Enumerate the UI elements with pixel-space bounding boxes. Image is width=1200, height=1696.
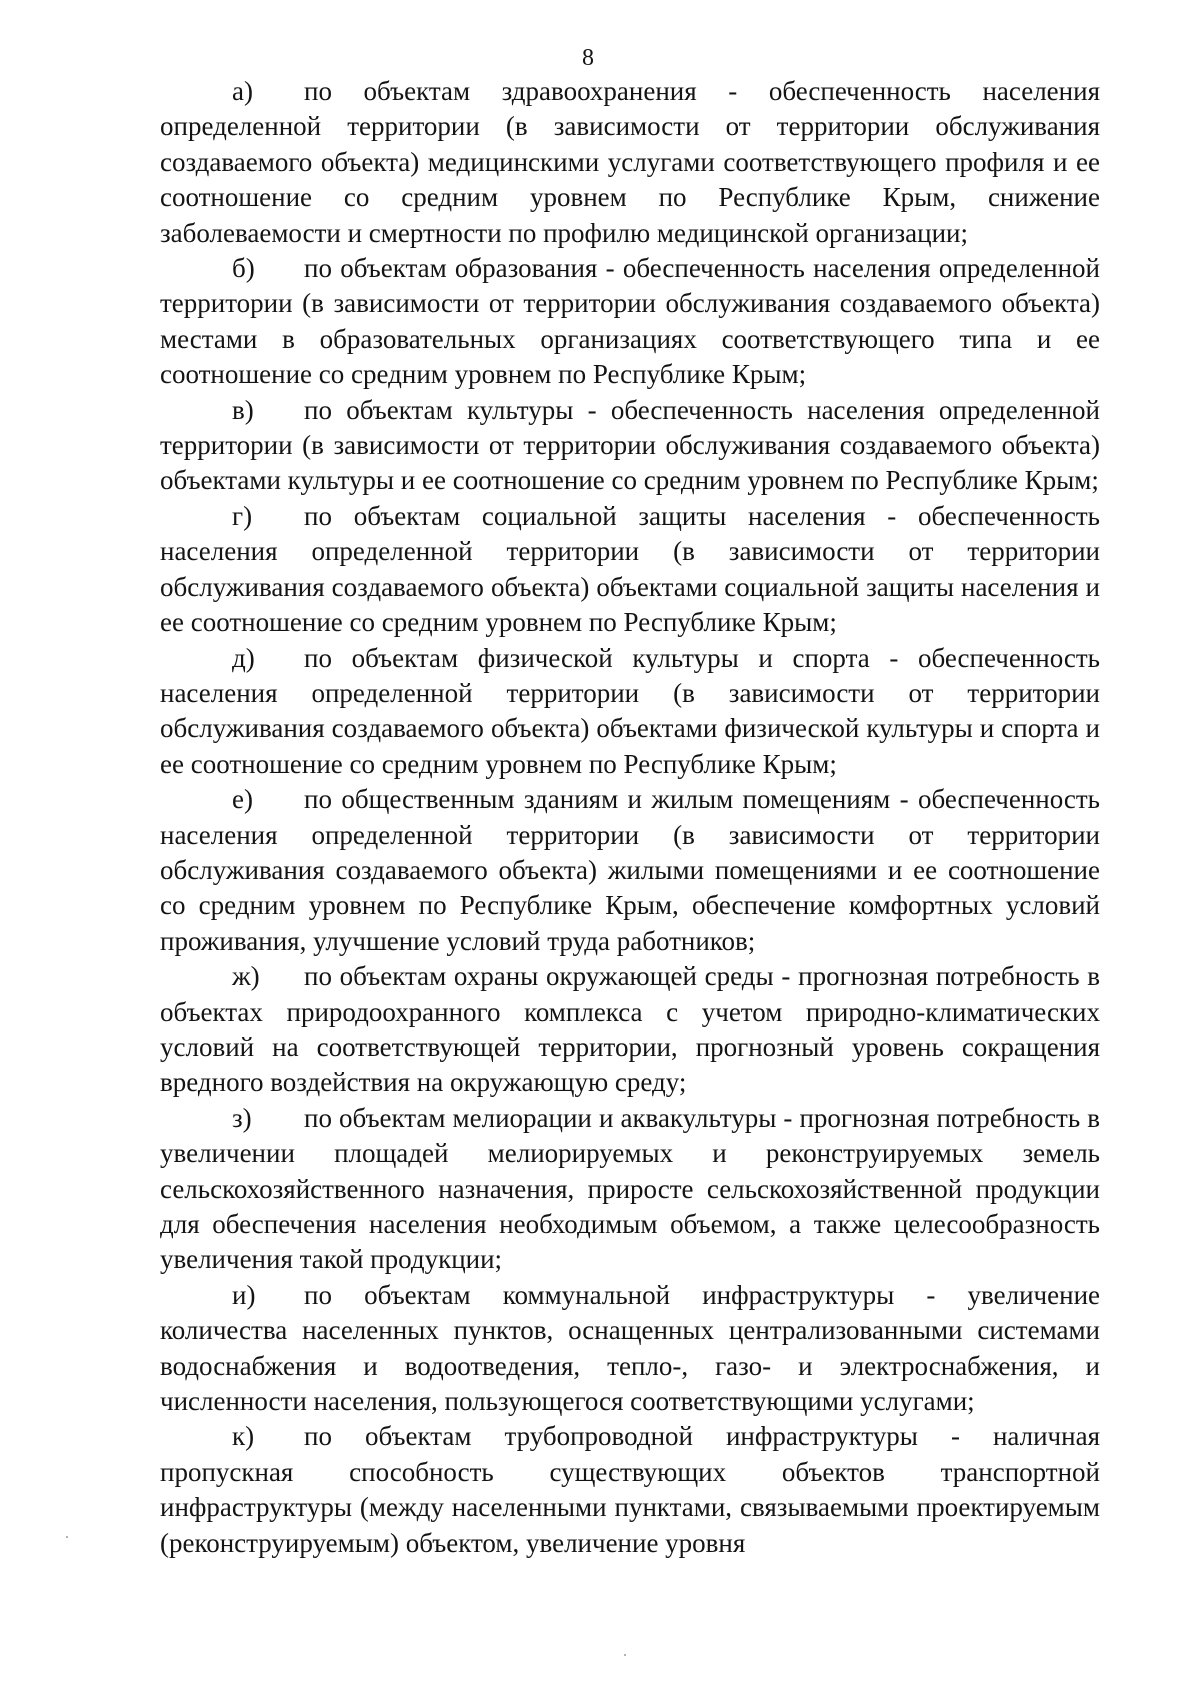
scan-speck — [66, 1536, 68, 1538]
list-marker: е) — [232, 784, 253, 815]
list-marker: ж) — [232, 961, 260, 992]
list-item-zh — [160, 959, 1100, 1101]
list-item-z — [160, 1101, 1100, 1278]
list-item-text: по объектам физической культуры и спорта - обеспеченность населения определенной территории (в зависимости от территории обслуживания создаваемого объекта) объектами физической культуры и спорта и ее соотношение со средним уровнем по Республике Крым; — [160, 642, 1100, 779]
list-item-text: по объектам трубопроводной инфраструктуры - наличная пропускная способность существующих объектов транспортной инфраструктуры (между населенными пунктами, связываемыми проектируемым (реконструируемым) объектом, увеличение уровня — [160, 1421, 1100, 1558]
list-item-d — [160, 641, 1100, 783]
page-number: 8 — [582, 45, 594, 71]
list-item-text: по объектам охраны окружающей среды - прогнозная потребность в объектах природоохранного комплекса с учетом природно-климатических условий на соответствующей территории, прогнозный уровень сокращения вредного воздействия на окружающую среду; — [160, 961, 1100, 1098]
list-marker: з) — [232, 1102, 252, 1133]
list-item-k — [160, 1419, 1100, 1561]
document-body — [160, 74, 1100, 1561]
list-item-text: по объектам образования - обеспеченность населения определенной территории (в зависимости от территории обслуживания создаваемого объекта) местами в образовательных организациях соответствующего типа и ее соотношение со средним уровнем по Республике Крым; — [160, 253, 1100, 390]
list-marker: г) — [232, 500, 253, 531]
list-item-g — [160, 499, 1100, 641]
list-marker: б) — [232, 253, 255, 284]
list-item-text: по объектам коммунальной инфраструктуры - увеличение количества населенных пунктов, оснащенных централизованными системами водоснабжения и водоотведения, тепло-, газо- и электроснабжения, и численности населения, пользующегося соответствующими услугами; — [160, 1279, 1100, 1417]
list-item-text: по объектам социальной защиты населения - обеспеченность населения определенной территории (в зависимости от территории обслуживания создаваемого объекта) объектами социальной защиты населения и ее соотношение со средним уровнем по Республике Крым; — [160, 500, 1100, 638]
list-item-a — [160, 74, 1100, 251]
list-item-text: по общественным зданиям и жилым помещениям - обеспеченность населения определенной территории (в зависимости от территории обслуживания создаваемого объекта) жилыми помещениями и ее соотношение со средним уровнем по Республике Крым, обеспечение комфортных условий проживания, улучшение условий труда работников; — [160, 784, 1100, 956]
list-marker: к) — [232, 1421, 255, 1452]
list-item-text: по объектам культуры - обеспеченность населения определенной территории (в зависимости от территории обслуживания создаваемого объекта) объектами культуры и ее соотношение со средним уровнем по Республике Крым; — [160, 394, 1100, 496]
list-item-i — [160, 1278, 1100, 1420]
list-marker: и) — [232, 1279, 256, 1310]
list-item-text: по объектам мелиорации и аквакультуры - прогнозная потребность в увеличении площадей мелиорируемых и реконструируемых земель сельскохозяйственного назначения, приросте сельскохозяйственной продукции для обеспечения населения необходимым объемом, а также целесообразность увеличения такой продукции; — [160, 1102, 1100, 1275]
list-item-text: по объектам здравоохранения - обеспеченность населения определенной территории (в зависимости от территории обслуживания создаваемого объекта) медицинскими услугами соответствующего профиля и ее соотношение со средним уровнем по Республике Крым, снижение заболеваемости и смертности по профилю медицинской организации; — [160, 76, 1100, 248]
list-marker: в) — [232, 394, 254, 425]
list-marker: а) — [232, 76, 253, 106]
list-item-e — [160, 782, 1100, 959]
list-item-v — [160, 393, 1100, 499]
scan-speck — [624, 1654, 626, 1656]
list-marker: д) — [232, 642, 255, 673]
list-item-b — [160, 251, 1100, 393]
